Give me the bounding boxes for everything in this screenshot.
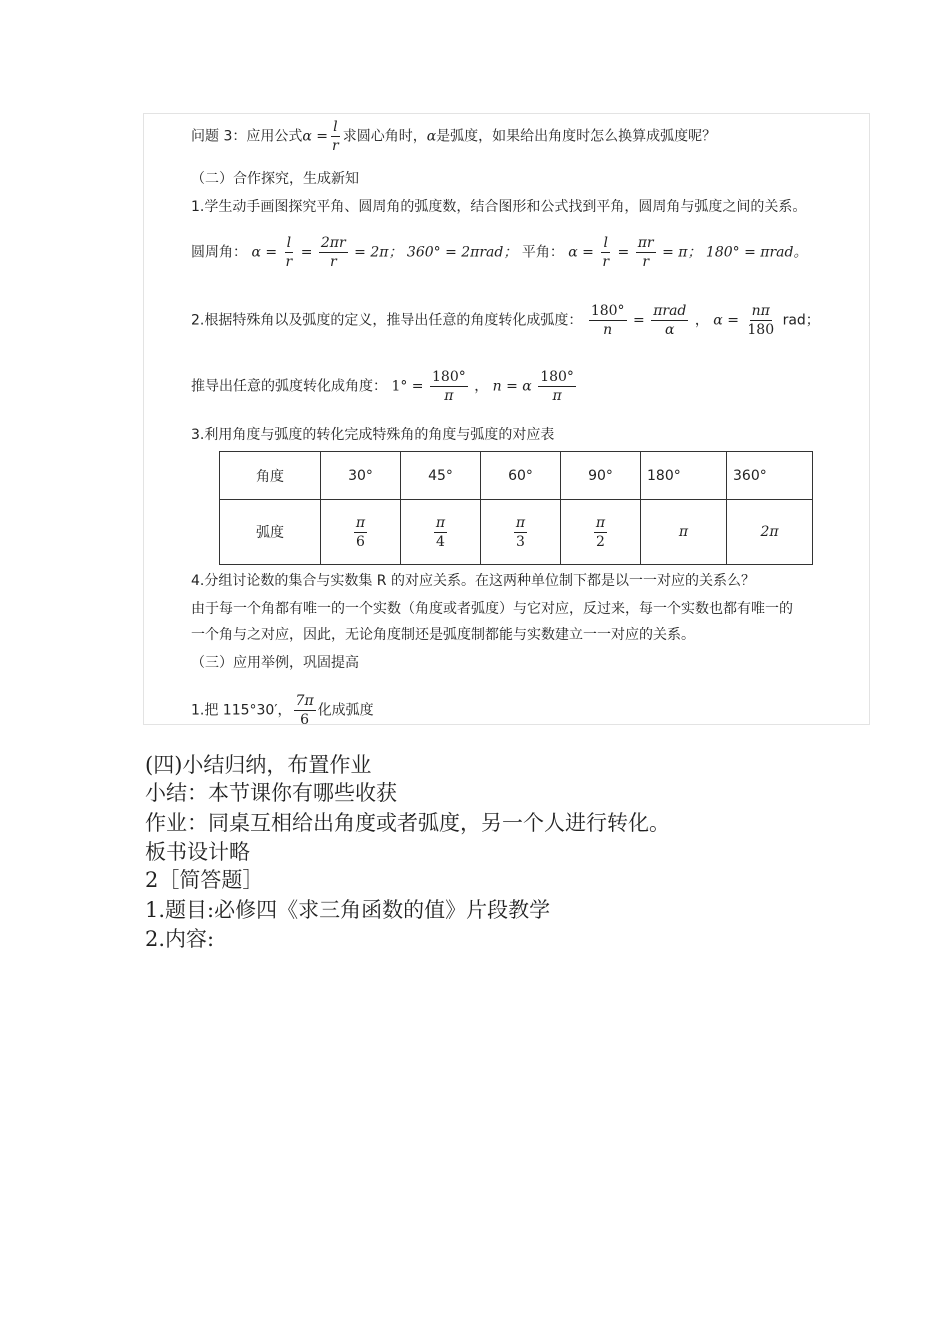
board-design-line: 板书设计略 [145, 840, 250, 864]
example-1-fraction [294, 692, 316, 725]
equals: = [617, 244, 630, 261]
degree-cell: 90° [561, 452, 641, 500]
frac-den: α [665, 322, 675, 338]
p2-fraction-3 [745, 302, 776, 339]
homework-line: 作业：同桌互相给出角度或者弧度，另一个人进行转化。 [145, 811, 670, 835]
radian-row-label: 弧度 [220, 500, 321, 565]
full-alpha-eq: α = [251, 244, 278, 261]
comma: ， [694, 312, 709, 329]
p2b-fraction-2 [538, 368, 576, 405]
rad-unit: rad； [782, 312, 820, 329]
full-fraction-1 [284, 234, 295, 271]
paragraph-2b [191, 368, 578, 405]
frac-den: 6 [356, 533, 365, 550]
frac-num: πr [637, 235, 654, 251]
alpha-eq: α = [302, 128, 328, 145]
frac-num: nπ [751, 303, 770, 319]
radian-cell: π [641, 500, 727, 565]
frac-num: π [435, 514, 446, 531]
degree-row [220, 452, 813, 500]
frac-den: 2 [596, 533, 605, 550]
frac-num: l [286, 235, 292, 251]
example-1-prefix: 1.把 115°30′， [191, 702, 292, 719]
p2b-fraction-1 [430, 368, 468, 405]
radian-fraction [514, 514, 527, 551]
paragraph-2-text: 2.根据特殊角以及弧度的定义，推导出任意的角度转化成弧度： [191, 312, 583, 329]
frac-den: r [602, 254, 610, 270]
comma: ， [474, 378, 489, 395]
radian-cell [401, 500, 481, 565]
alpha-symbol: α [426, 128, 437, 145]
paragraph-4: 4.分组讨论数的集合与实数集 R 的对应关系。在这两种单位制下都是以一一对应的关系么？ [191, 573, 755, 589]
paragraph-4-answer-1: 由于每一个角都有唯一的一个实数（角度或者弧度）与它对应，反过来，每一个实数也都有唯一的 [191, 601, 793, 617]
p2-fraction-1 [589, 302, 627, 339]
paragraph-2b-text: 推导出任意的弧度转化成角度： [191, 378, 387, 395]
straight-fraction-1 [600, 234, 611, 271]
frac-num: l [603, 235, 608, 251]
one-degree-eq: 1° = [391, 378, 424, 395]
full-angle-label: 圆周角： [191, 244, 247, 261]
radian-cell [481, 500, 561, 565]
n-eq-alpha: n = α [492, 378, 532, 395]
summary-heading: (四)小结归纳，布置作业 [145, 753, 372, 777]
radian-fraction [594, 514, 607, 551]
frac-den: n [603, 322, 613, 338]
paragraph-4-answer-2: 一个角与之对应，因此，无论角度制还是弧度制都能与实数建立一一对应的关系。 [191, 627, 695, 643]
topic-line: 1.题目:必修四《求三角函数的值》片段教学 [145, 898, 551, 922]
full-result: = 2π； [354, 244, 403, 261]
radian-fraction [354, 514, 367, 551]
frac-den: r [642, 254, 650, 270]
angle-radian-table [219, 451, 813, 565]
frac-den: r [329, 254, 337, 270]
paragraph-1: 1.学生动手画图探究平角、圆周角的弧度数，结合图形和公式找到平角，圆周角与弧度之间的关系。 [191, 199, 807, 215]
frac-den: π [552, 388, 562, 404]
question-type-line: 2［简答题］ [145, 868, 264, 892]
frac-num: π [355, 514, 366, 531]
frac-num: 180° [590, 303, 625, 319]
straight-fraction-2 [636, 234, 656, 271]
degree-cell: 180° [641, 452, 727, 500]
radian-row [220, 500, 813, 565]
frac-den: r [332, 138, 339, 154]
frac-num: 180° [540, 369, 574, 385]
frac-num: 180° [432, 369, 466, 385]
degree-cell: 60° [481, 452, 561, 500]
radian-cell [561, 500, 641, 565]
content-line: 2.内容: [145, 927, 215, 951]
equals: = [633, 312, 645, 329]
straight-angle-label: 平角： [521, 244, 564, 261]
section-3-title: （三）应用举例，巩固提高 [191, 655, 359, 671]
question-3-end: 是弧度，如果给出角度时怎么换算成弧度呢？ [436, 128, 717, 145]
frac-den: π [444, 388, 454, 404]
l-over-r-fraction [330, 118, 341, 155]
degree-cell: 30° [321, 452, 401, 500]
paragraph-3: 3.利用角度与弧度的转化完成特殊角的角度与弧度的对应表 [191, 427, 555, 443]
example-1-suffix: 化成弧度 [317, 702, 374, 719]
paragraph-2 [191, 302, 820, 339]
radian-cell: 2π [727, 500, 813, 565]
p2-alpha-eq: α = [713, 312, 739, 329]
question-3-line [191, 118, 716, 155]
equals: = [300, 244, 313, 261]
degree-row-label: 角度 [220, 452, 321, 500]
degree-cell: 360° [727, 452, 813, 500]
section-2-title: （二）合作探究，生成新知 [191, 171, 359, 187]
example-1 [191, 692, 374, 725]
straight-degree-eq: 180° = πrad。 [705, 244, 808, 261]
frac-den: 4 [436, 533, 445, 550]
full-fraction-2 [319, 234, 348, 271]
radian-cell [321, 500, 401, 565]
question-3-middle: 求圆心角时， [342, 128, 427, 145]
p2-fraction-2 [651, 302, 688, 339]
frac-den: r [285, 254, 293, 270]
frac-num: πrad [653, 303, 687, 319]
full-degree-eq: 360° = 2πrad； [406, 244, 518, 261]
frac-num: π [515, 514, 526, 531]
frac-num: 2πr [320, 235, 346, 251]
straight-result: = π； [662, 244, 702, 261]
question-3-prefix: 问题 3：应用公式 [191, 128, 303, 145]
embedded-lesson-image [143, 113, 870, 725]
full-and-straight-angle-line [191, 234, 807, 271]
frac-num: l [333, 119, 338, 135]
radian-fraction [434, 514, 447, 551]
frac-num: 7π [295, 693, 314, 709]
frac-den: 180 [747, 322, 775, 338]
straight-alpha-eq: α = [568, 244, 594, 261]
frac-den: 6 [300, 712, 310, 725]
frac-den: 3 [516, 533, 525, 550]
frac-num: π [595, 514, 606, 531]
summary-line: 小结：本节课你有哪些收获 [145, 781, 397, 805]
degree-cell: 45° [401, 452, 481, 500]
